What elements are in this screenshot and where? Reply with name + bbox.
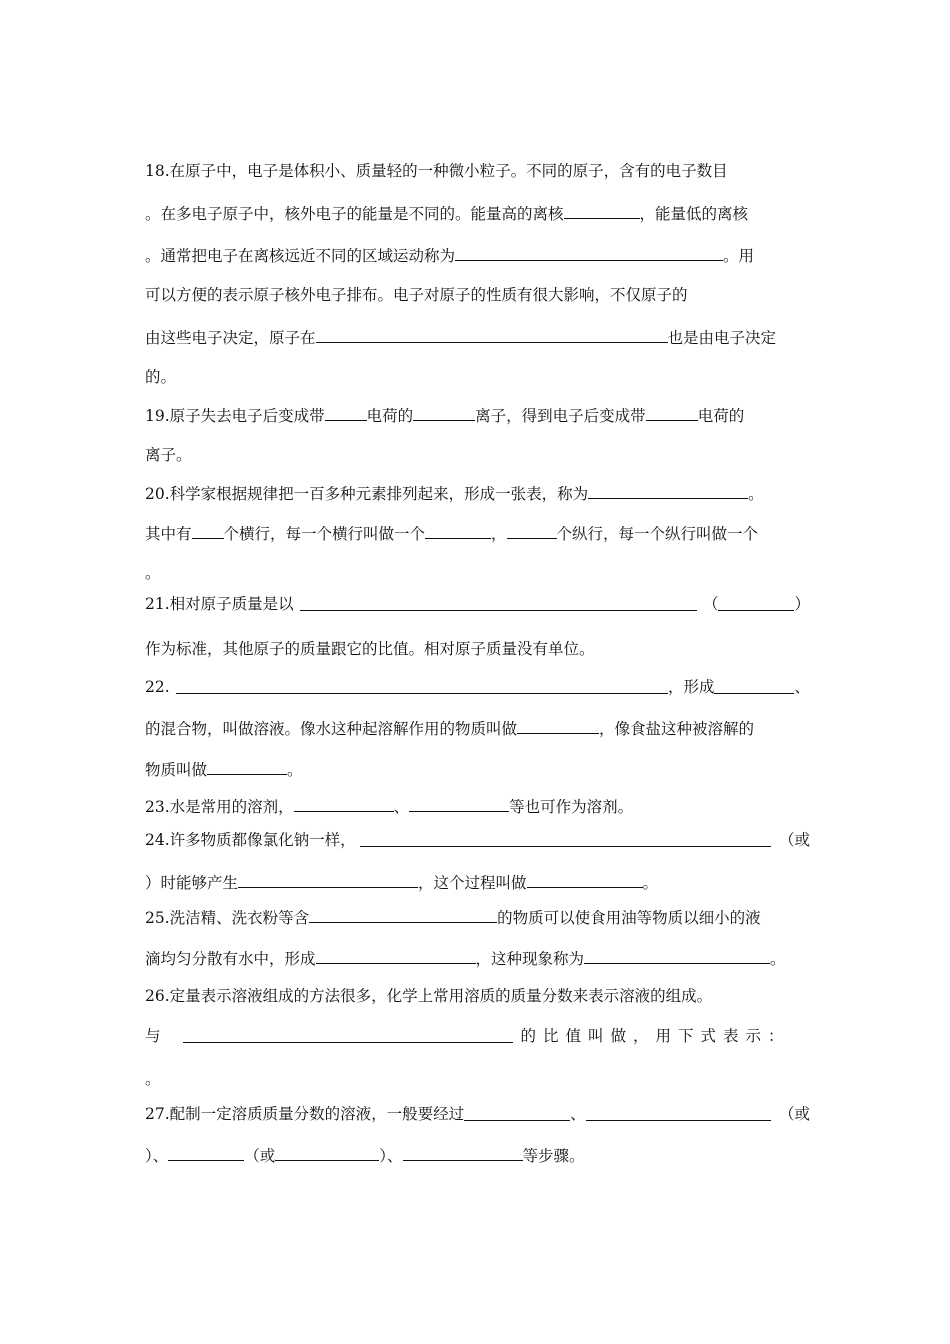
answer-blank[interactable] (586, 1103, 771, 1121)
q20-text-2b: 个横行，每一个横行叫做一个 (223, 525, 426, 543)
q22-line-3 (145, 757, 810, 779)
answer-blank[interactable] (403, 1143, 523, 1161)
q25-text-1b: 的物质可以使食用油等物质以细小的液 (497, 909, 761, 927)
q22-text-1b: ，形成 (667, 678, 715, 696)
answer-blank[interactable] (413, 403, 475, 421)
answer-blank[interactable] (714, 676, 794, 694)
q22-text-3b: 。 (287, 761, 303, 779)
answer-blank[interactable] (316, 325, 668, 343)
answer-blank[interactable] (238, 870, 418, 888)
answer-blank[interactable] (527, 870, 643, 888)
answer-blank[interactable] (646, 403, 698, 421)
q20-text-2d: 个纵行，每一个纵行叫做一个 (556, 525, 759, 543)
q26-line-2 (145, 1025, 810, 1047)
q20-text-2a: 其中有 (145, 525, 192, 543)
q27-line-1 (145, 1103, 810, 1125)
answer-blank[interactable] (718, 593, 794, 611)
answer-blank[interactable] (425, 521, 491, 539)
q26-text-2a: 与 (145, 1027, 161, 1045)
q19-text-1d: 电荷的 (697, 407, 745, 425)
answer-blank[interactable] (168, 1143, 244, 1161)
q18-text-3b: 。用 (723, 247, 755, 265)
answer-blank[interactable] (316, 946, 476, 964)
q24-text-2b: ，这个过程叫做 (418, 874, 527, 892)
q22-line-2 (145, 716, 810, 738)
q25-text-2b: ，这种现象称为 (475, 950, 585, 968)
q27-text-1c: （或 (778, 1105, 810, 1123)
q23-text-1b: 、 (393, 798, 410, 816)
q25-line-1 (145, 905, 810, 927)
q23-text-1c: 等也可作为溶剂。 (509, 798, 634, 816)
q25-text-2c: 。 (770, 950, 786, 968)
q22-text-1a: 22. (145, 678, 170, 696)
answer-blank[interactable] (584, 946, 770, 964)
q24-text-1a: 24.许多物质都像氯化钠一样， (145, 831, 356, 849)
q18-text-6: 的。 (145, 368, 177, 386)
q19-line-1 (145, 403, 810, 425)
q27-text-2b: （或 (244, 1147, 276, 1165)
answer-blank[interactable] (325, 403, 367, 421)
q27-text-2c: ）、 (379, 1147, 403, 1165)
q24-text-1b: （或 (778, 831, 810, 849)
q21-line-2 (145, 638, 810, 660)
q20-line-2 (145, 521, 810, 543)
answer-blank[interactable] (183, 1025, 513, 1043)
answer-blank[interactable] (564, 201, 640, 219)
answer-blank[interactable] (300, 593, 697, 611)
q18-text-3a: 。通常把电子在离核远近不同的区域运动称为 (145, 247, 456, 265)
q26-line-3 (145, 1068, 810, 1090)
q20-text-1a: 20.科学家根据规律把一百多种元素排列起来，形成一张表，称为 (145, 485, 589, 503)
q21-text-2: 作为标准，其他原子的质量跟它的比值。相对原子质量没有单位。 (145, 640, 595, 658)
answer-blank[interactable] (360, 829, 771, 847)
q18-line-1 (145, 160, 810, 182)
answer-blank[interactable] (507, 521, 557, 539)
q26-text-3: 。 (145, 1070, 161, 1088)
q27-text-1a: 27.配制一定溶质质量分数的溶液，一般要经过 (145, 1105, 465, 1123)
q18-text-5b: 也是由电子决定 (667, 329, 777, 347)
q27-text-1b: 、 (570, 1105, 586, 1123)
q19-text-2: 离子。 (145, 446, 192, 464)
q27-text-2a: ）、 (145, 1147, 169, 1165)
q19-text-1a: 19.原子失去电子后变成带 (145, 407, 325, 425)
q26-line-1 (145, 985, 810, 1007)
answer-blank[interactable] (464, 1103, 570, 1121)
q24-text-2a: ）时能够产生 (145, 874, 239, 892)
q19-text-1c: 离子，得到电子后变成带 (475, 407, 646, 425)
q20-line-3 (145, 562, 810, 584)
answer-blank[interactable] (409, 794, 509, 812)
q18-line-6 (145, 366, 810, 388)
q18-line-3 (145, 243, 810, 265)
q18-line-2 (145, 201, 810, 223)
q20-text-1b: 。 (748, 485, 764, 503)
q18-text-1: 18.在原子中，电子是体积小、质量轻的一种微小粒子。不同的原子，含有的电子数目 (145, 162, 728, 180)
q23-text-1a: 23.水是常用的溶剂， (145, 798, 294, 816)
q18-text-5a: 由这些电子决定，原子在 (145, 329, 316, 347)
q22-text-2a: 的混合物，叫做溶液。像水这种起溶解作用的物质叫做 (145, 720, 518, 738)
q18-text-4: 可以方便的表示原子核外电子排布。电子对原子的性质有很大影响，不仅原子的 (145, 286, 688, 304)
q22-text-3a: 物质叫做 (145, 761, 208, 779)
q18-text-2b: ，能量低的离核 (639, 205, 749, 223)
q20-text-3: 。 (145, 564, 161, 582)
q21-text-1b: （ (702, 595, 719, 613)
q21-text-1a: 21.相对原子质量是以 (145, 595, 294, 613)
q26-text-2b: 的比值叫做，用下式表示： (520, 1027, 791, 1045)
q18-line-4 (145, 284, 810, 306)
q19-text-1b: 电荷的 (366, 407, 414, 425)
answer-blank[interactable] (294, 794, 394, 812)
answer-blank[interactable] (192, 521, 224, 539)
q21-line-1 (145, 593, 810, 615)
q24-line-2 (145, 870, 810, 892)
q25-text-1a: 25.洗洁精、洗衣粉等含 (145, 909, 310, 927)
answer-blank[interactable] (275, 1143, 379, 1161)
q20-line-1 (145, 481, 810, 503)
q26-text-1: 26.定量表示溶液组成的方法很多，化学上常用溶质的质量分数来表示溶液的组成。 (145, 987, 713, 1005)
q22-line-1 (145, 676, 810, 698)
q25-line-2 (145, 946, 810, 968)
answer-blank[interactable] (176, 676, 668, 694)
answer-blank[interactable] (588, 481, 748, 499)
q21-text-1c: ） (794, 595, 810, 613)
q22-text-2b: ，像食盐这种被溶解的 (599, 720, 755, 738)
q19-line-2 (145, 444, 810, 466)
q24-line-1 (145, 829, 810, 851)
q23-line-1 (145, 794, 810, 816)
q25-text-2a: 滴均匀分散有水中，形成 (145, 950, 316, 968)
answer-blank[interactable] (455, 243, 723, 261)
q27-line-2 (145, 1143, 810, 1165)
q27-text-2d: 等步骤。 (522, 1147, 585, 1165)
answer-blank[interactable] (309, 905, 497, 923)
answer-blank[interactable] (207, 757, 287, 775)
q20-text-2c: ， (491, 525, 507, 543)
q18-line-5 (145, 325, 810, 347)
q18-text-2a: 。在多电子原子中，核外电子的能量是不同的。能量高的离核 (145, 205, 564, 223)
q24-text-2c: 。 (642, 874, 659, 892)
answer-blank[interactable] (517, 716, 599, 734)
q22-text-1c: 、 (794, 678, 810, 696)
